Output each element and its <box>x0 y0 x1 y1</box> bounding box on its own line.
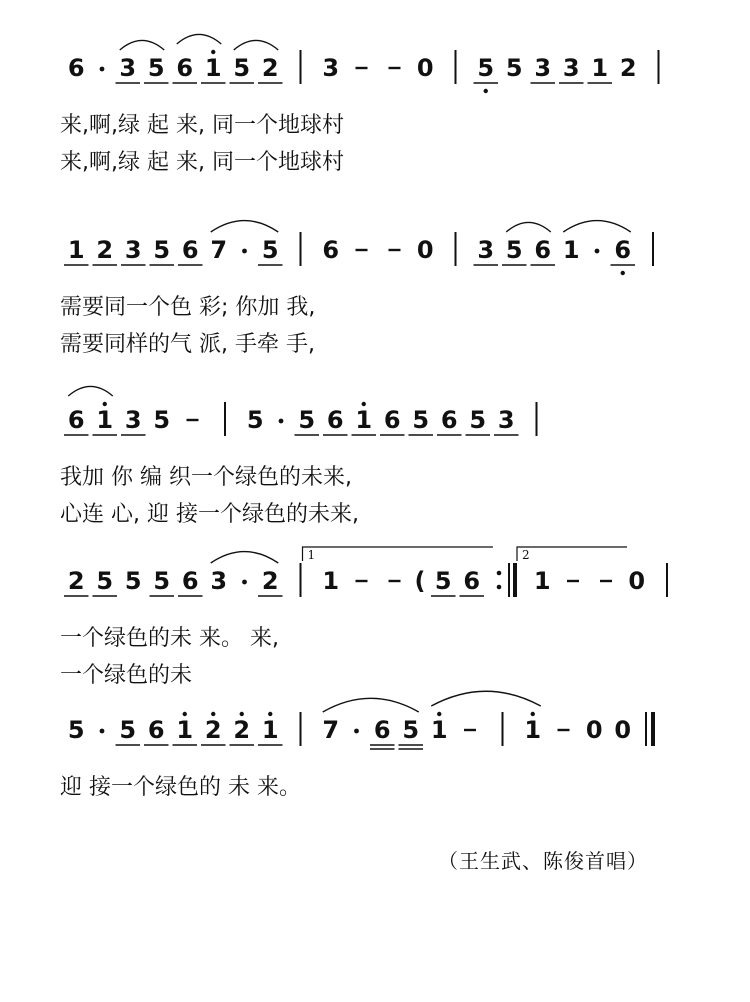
note: 5 <box>505 236 523 264</box>
note: 2 <box>67 567 85 595</box>
volta-bracket-1 <box>303 547 494 561</box>
note: 6 <box>322 236 340 264</box>
note: 7 <box>322 716 340 744</box>
note: 3 <box>124 406 142 434</box>
lyric-line: 迎 接一个绿色的 未 来。 <box>60 775 301 800</box>
note: 6 <box>147 716 165 744</box>
lyric-line: 需要同样的气 派, 手牵 手, <box>60 332 315 357</box>
note: 5 <box>505 54 523 82</box>
note: 2 <box>233 716 251 744</box>
slur <box>506 222 551 232</box>
augmentation-dot <box>279 419 284 424</box>
note: 5 <box>96 567 114 595</box>
note: 1 <box>355 406 373 434</box>
note: 3 <box>477 236 495 264</box>
note: 5 <box>153 236 171 264</box>
note: 6 <box>67 406 85 434</box>
note: 6 <box>176 54 194 82</box>
slur <box>211 552 279 563</box>
augmentation-dot <box>242 249 247 254</box>
note: 5 <box>147 54 165 82</box>
high-octave-dot <box>211 50 215 54</box>
note: 5 <box>246 406 264 434</box>
slur <box>431 691 541 706</box>
slur <box>234 40 279 50</box>
note: 2 <box>96 236 114 264</box>
note: 6 <box>326 406 344 434</box>
note: 5 <box>477 54 495 82</box>
note: 1 <box>67 236 85 264</box>
note: 1 <box>96 406 114 434</box>
note: 2 <box>261 567 279 595</box>
high-octave-dot <box>103 402 107 406</box>
system-1 <box>60 34 659 175</box>
note: 6 <box>181 567 199 595</box>
low-octave-dot <box>621 271 625 275</box>
note: 6 <box>181 236 199 264</box>
slur <box>120 40 165 50</box>
note: 5 <box>233 54 251 82</box>
augmentation-dot <box>100 729 105 734</box>
note: 1 <box>524 716 542 744</box>
note: 5 <box>298 406 316 434</box>
slur <box>563 221 631 232</box>
system-4 <box>60 547 667 688</box>
notation-systems <box>60 34 667 800</box>
note: 2 <box>619 54 637 82</box>
lyric-line: 心连 心, 迎 接一个绿色的未来, <box>60 502 359 527</box>
repeat-dot <box>497 571 502 576</box>
high-octave-dot <box>437 712 441 716</box>
note: 3 <box>497 406 515 434</box>
note: 0 <box>585 716 603 744</box>
high-octave-dot <box>183 712 187 716</box>
note: 5 <box>119 716 137 744</box>
note: 3 <box>124 236 142 264</box>
note: 1 <box>261 716 279 744</box>
note: 1 <box>562 236 580 264</box>
note: 6 <box>383 406 401 434</box>
lyric-line: 来,啊,绿 起 来, 同一个地球村 <box>60 150 344 175</box>
volta-number-2: 2 <box>522 548 530 562</box>
high-octave-dot <box>240 712 244 716</box>
high-octave-dot <box>531 712 535 716</box>
note: 5 <box>402 716 420 744</box>
note: 1 <box>176 716 194 744</box>
volta-bracket-2 <box>517 547 627 561</box>
slur <box>211 221 279 232</box>
lyric-line: 我加 你 编 织一个绿色的未来, <box>60 465 352 490</box>
note: 6 <box>614 236 632 264</box>
note: 2 <box>261 54 279 82</box>
note: 1 <box>322 567 340 595</box>
note: 5 <box>67 716 85 744</box>
note: 6 <box>373 716 391 744</box>
note: 3 <box>322 54 340 82</box>
note: 6 <box>440 406 458 434</box>
note: 0 <box>416 236 434 264</box>
system-2 <box>60 221 653 357</box>
note: 2 <box>204 716 222 744</box>
high-octave-dot <box>211 712 215 716</box>
note: 5 <box>153 406 171 434</box>
lyric-line: 一个绿色的未 <box>60 663 193 688</box>
note: 0 <box>614 716 632 744</box>
note: 0 <box>628 567 646 595</box>
note: 1 <box>430 716 448 744</box>
note: 5 <box>261 236 279 264</box>
note: 7 <box>210 236 228 264</box>
volta-number-1: 1 <box>307 548 316 562</box>
note: 5 <box>124 567 142 595</box>
note: 5 <box>412 406 430 434</box>
slur <box>323 698 419 712</box>
augmentation-dot <box>100 67 105 72</box>
note: 1 <box>533 567 551 595</box>
note: 1 <box>591 54 609 82</box>
note: 3 <box>119 54 137 82</box>
note: 6 <box>463 567 481 595</box>
low-octave-dot <box>484 89 488 93</box>
repeat-dot <box>497 585 502 590</box>
slur <box>177 34 222 44</box>
note: 3 <box>210 567 228 595</box>
lyric-line: 来,啊,绿 起 来, 同一个地球村 <box>60 113 344 138</box>
note: 6 <box>67 54 85 82</box>
note: 0 <box>416 54 434 82</box>
note: 3 <box>562 54 580 82</box>
performer-credit: （王生武、陈俊首唱） <box>438 849 648 873</box>
note: 5 <box>153 567 171 595</box>
note: 5 <box>469 406 487 434</box>
augmentation-dot <box>595 249 600 254</box>
high-octave-dot <box>268 712 272 716</box>
note: 6 <box>534 236 552 264</box>
augmentation-dot <box>242 580 247 585</box>
system-5 <box>60 691 653 800</box>
note: 1 <box>204 54 222 82</box>
slur <box>68 386 113 396</box>
high-octave-dot <box>362 402 366 406</box>
note: 5 <box>434 567 452 595</box>
lyric-line: 需要同一个色 彩; 你加 我, <box>60 295 316 320</box>
augmentation-dot <box>354 729 359 734</box>
lyric-line: 一个绿色的未 来。 来, <box>60 626 279 651</box>
system-3 <box>60 386 537 527</box>
note: 3 <box>534 54 552 82</box>
parenthesis: ( <box>414 567 426 595</box>
